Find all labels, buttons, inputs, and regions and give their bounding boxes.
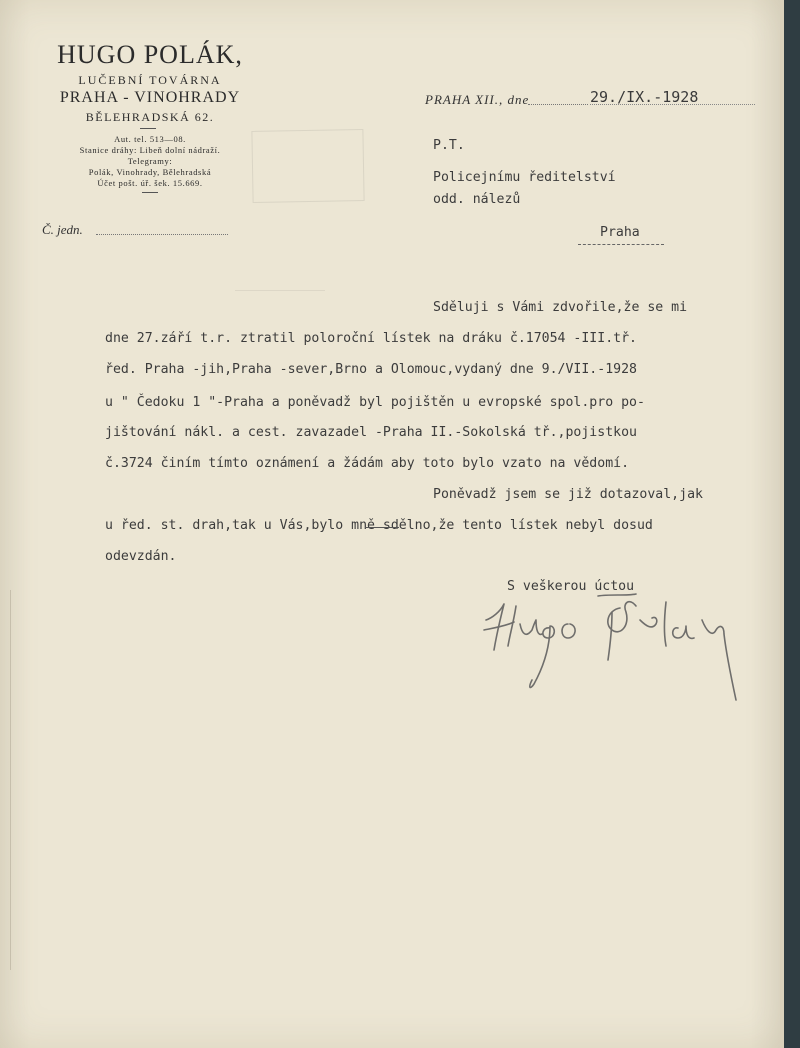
company-name: HUGO POLÁK, xyxy=(57,40,243,69)
letterhead-divider-2 xyxy=(142,192,158,193)
place-dotted-line xyxy=(528,104,588,105)
body-line: Sděluji s Vámi zdvořile,že se mi xyxy=(433,300,688,315)
faded-mark xyxy=(235,290,325,319)
faded-stamp xyxy=(251,129,364,203)
telegram-label: Telegramy: xyxy=(127,156,173,166)
company-street: BĚLEHRADSKÁ 62. xyxy=(85,110,215,124)
place-label: PRAHA XII., dne xyxy=(425,92,530,107)
reference-line xyxy=(96,234,228,235)
body-line: odevzdán. xyxy=(105,549,177,564)
body-line: u řed. st. drah,tak u Vás,bylo mně sdělno,že tento lístek nebyl dosud xyxy=(105,518,653,533)
recipient-department: odd. nálezů xyxy=(433,192,521,207)
strikethrough-mark xyxy=(365,527,399,528)
letter-date: 29./IX.-1928 xyxy=(590,88,699,106)
date-dotted-line xyxy=(590,104,755,105)
telegram-address: Polák, Vinohrady, Bělehradská xyxy=(88,167,212,177)
postal-account: Účet pošt. úř. šek. 15.669. xyxy=(97,178,203,188)
company-station: Stanice dráhy: Libeň dolní nádraží. xyxy=(79,145,221,155)
body-line: č.3724 činím tímto oznámení a žádám aby toto bylo vzato na vědomí. xyxy=(105,456,630,471)
recipient-city: Praha xyxy=(600,225,640,240)
company-subtitle: LUČEBNÍ TOVÁRNA xyxy=(78,73,222,87)
handwritten-signature xyxy=(480,590,750,720)
paper-edge xyxy=(780,0,784,1048)
letterhead-divider xyxy=(140,128,156,129)
city-underline xyxy=(578,244,664,245)
recipient-salutation: P.T. xyxy=(433,138,465,153)
company-city: PRAHA - VINOHRADY xyxy=(59,89,241,106)
recipient-office: Policejnímu ředitelství xyxy=(433,170,616,185)
body-line: Poněvadž jsem se již dotazoval,jak xyxy=(433,487,703,502)
company-phone: Aut. tel. 513—08. xyxy=(114,134,186,144)
signature-drawing xyxy=(480,590,750,720)
body-line: dne 27.září t.r. ztratil poloroční lístek na dráku č.17054 -III.tř. xyxy=(105,331,637,346)
fold-line xyxy=(10,590,21,970)
closing-phrase: S veškerou úctou xyxy=(507,579,635,594)
reference-label: Č. jedn. xyxy=(42,222,83,237)
body-line: u " Čedoku 1 "-Praha a poněvadž byl pojištěn u evropské spol.pro po- xyxy=(105,395,645,410)
body-line: jištování nákl. a cest. zavazadel -Praha II.-Sokolská tř.,pojistkou xyxy=(105,425,637,440)
body-line: řed. Praha -jih,Praha -sever,Brno a Olomouc,vydaný dne 9./VII.-1928 xyxy=(105,362,637,377)
